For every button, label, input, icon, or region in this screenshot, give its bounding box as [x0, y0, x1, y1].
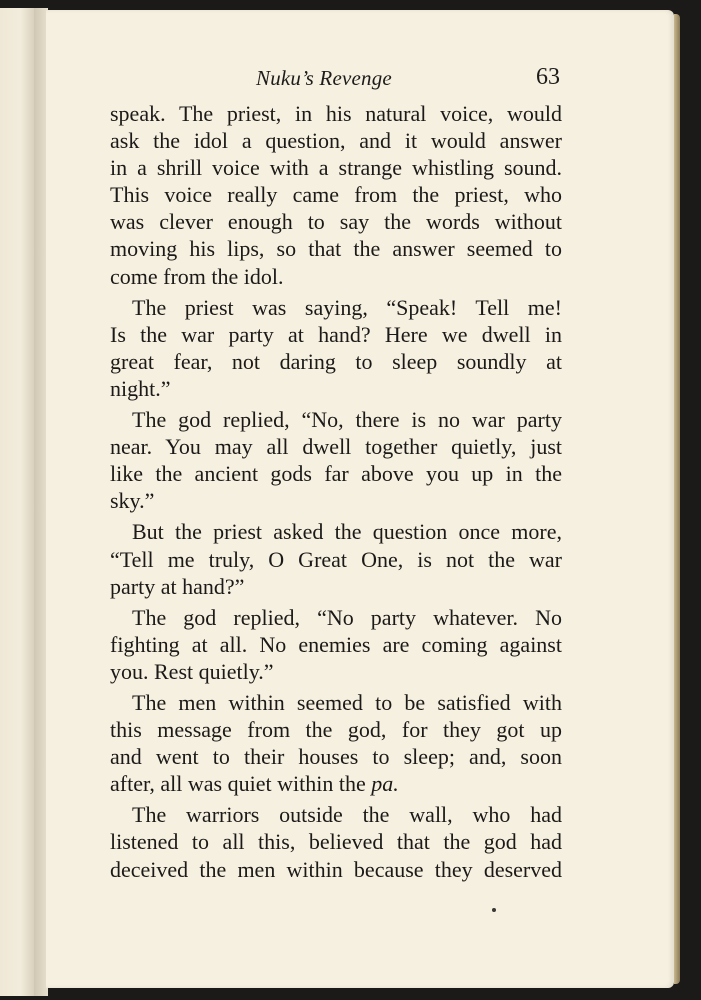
text-line: This voice really came from the priest, who: [110, 182, 562, 208]
text-line: near. You may all dwell together quietly, just: [110, 434, 562, 460]
text-line: like the ancient gods far above you up in the: [110, 461, 562, 487]
text-line: night.”: [110, 375, 171, 401]
text-line: ask the idol a question, and it would answer: [110, 128, 562, 154]
text-line: come from the idol.: [110, 263, 284, 289]
text-line: fighting at all. No enemies are coming against: [110, 631, 562, 657]
text-line: “Tell me truly, O Great One, is not the war: [110, 546, 562, 572]
left-page-edge: [0, 8, 35, 996]
text-line: But the priest asked the question once more,: [132, 519, 562, 545]
italic-word: pa.: [371, 771, 399, 797]
paragraph: [110, 801, 562, 882]
paragraph: [110, 294, 562, 402]
text-line: in a shrill voice with a strange whistling sound.: [110, 155, 562, 181]
text-line: listened to all this, believed that the god had: [110, 829, 562, 855]
text-line: Is the war party at hand? Here we dwell in: [110, 321, 562, 347]
text-line: deceived the men within because they deserved: [110, 856, 562, 882]
text-line: was clever enough to say the words without: [110, 209, 562, 235]
paragraph: [110, 100, 562, 290]
paragraph: [110, 689, 562, 797]
text-line: party at hand?”: [110, 573, 245, 599]
paper-speck: [492, 908, 496, 912]
text-line: The men within seemed to be satisfied with: [132, 689, 562, 715]
text-line: sky.”: [110, 488, 155, 514]
paragraph: [110, 518, 562, 599]
paragraph: [110, 406, 562, 514]
page-header: [110, 64, 562, 98]
running-head: Nuku’s Revenge: [256, 66, 392, 90]
text-line: The god replied, “No party whatever. No: [132, 604, 562, 630]
text-line: The warriors outside the wall, who had: [132, 802, 562, 828]
text-line: and went to their houses to sleep; and, soon: [110, 744, 562, 770]
paragraph: [110, 604, 562, 685]
text-line: speak. The priest, in his natural voice, would: [110, 101, 562, 126]
text-segment: after, all was quiet within the: [110, 771, 366, 797]
text-line: great fear, not daring to sleep soundly at: [110, 348, 562, 374]
body-text: [110, 100, 562, 883]
text-line: [110, 770, 562, 797]
text-line: you. Rest quietly.”: [110, 658, 274, 684]
page-number: 63: [536, 64, 560, 90]
text-line: The priest was saying, “Speak! Tell me!: [132, 294, 562, 320]
page-edge-shadow: [674, 14, 680, 984]
text-line: this message from the god, for they got up: [110, 717, 562, 743]
text-line: The god replied, “No, there is no war party: [132, 407, 562, 433]
text-line: moving his lips, so that the answer seemed to: [110, 236, 562, 262]
